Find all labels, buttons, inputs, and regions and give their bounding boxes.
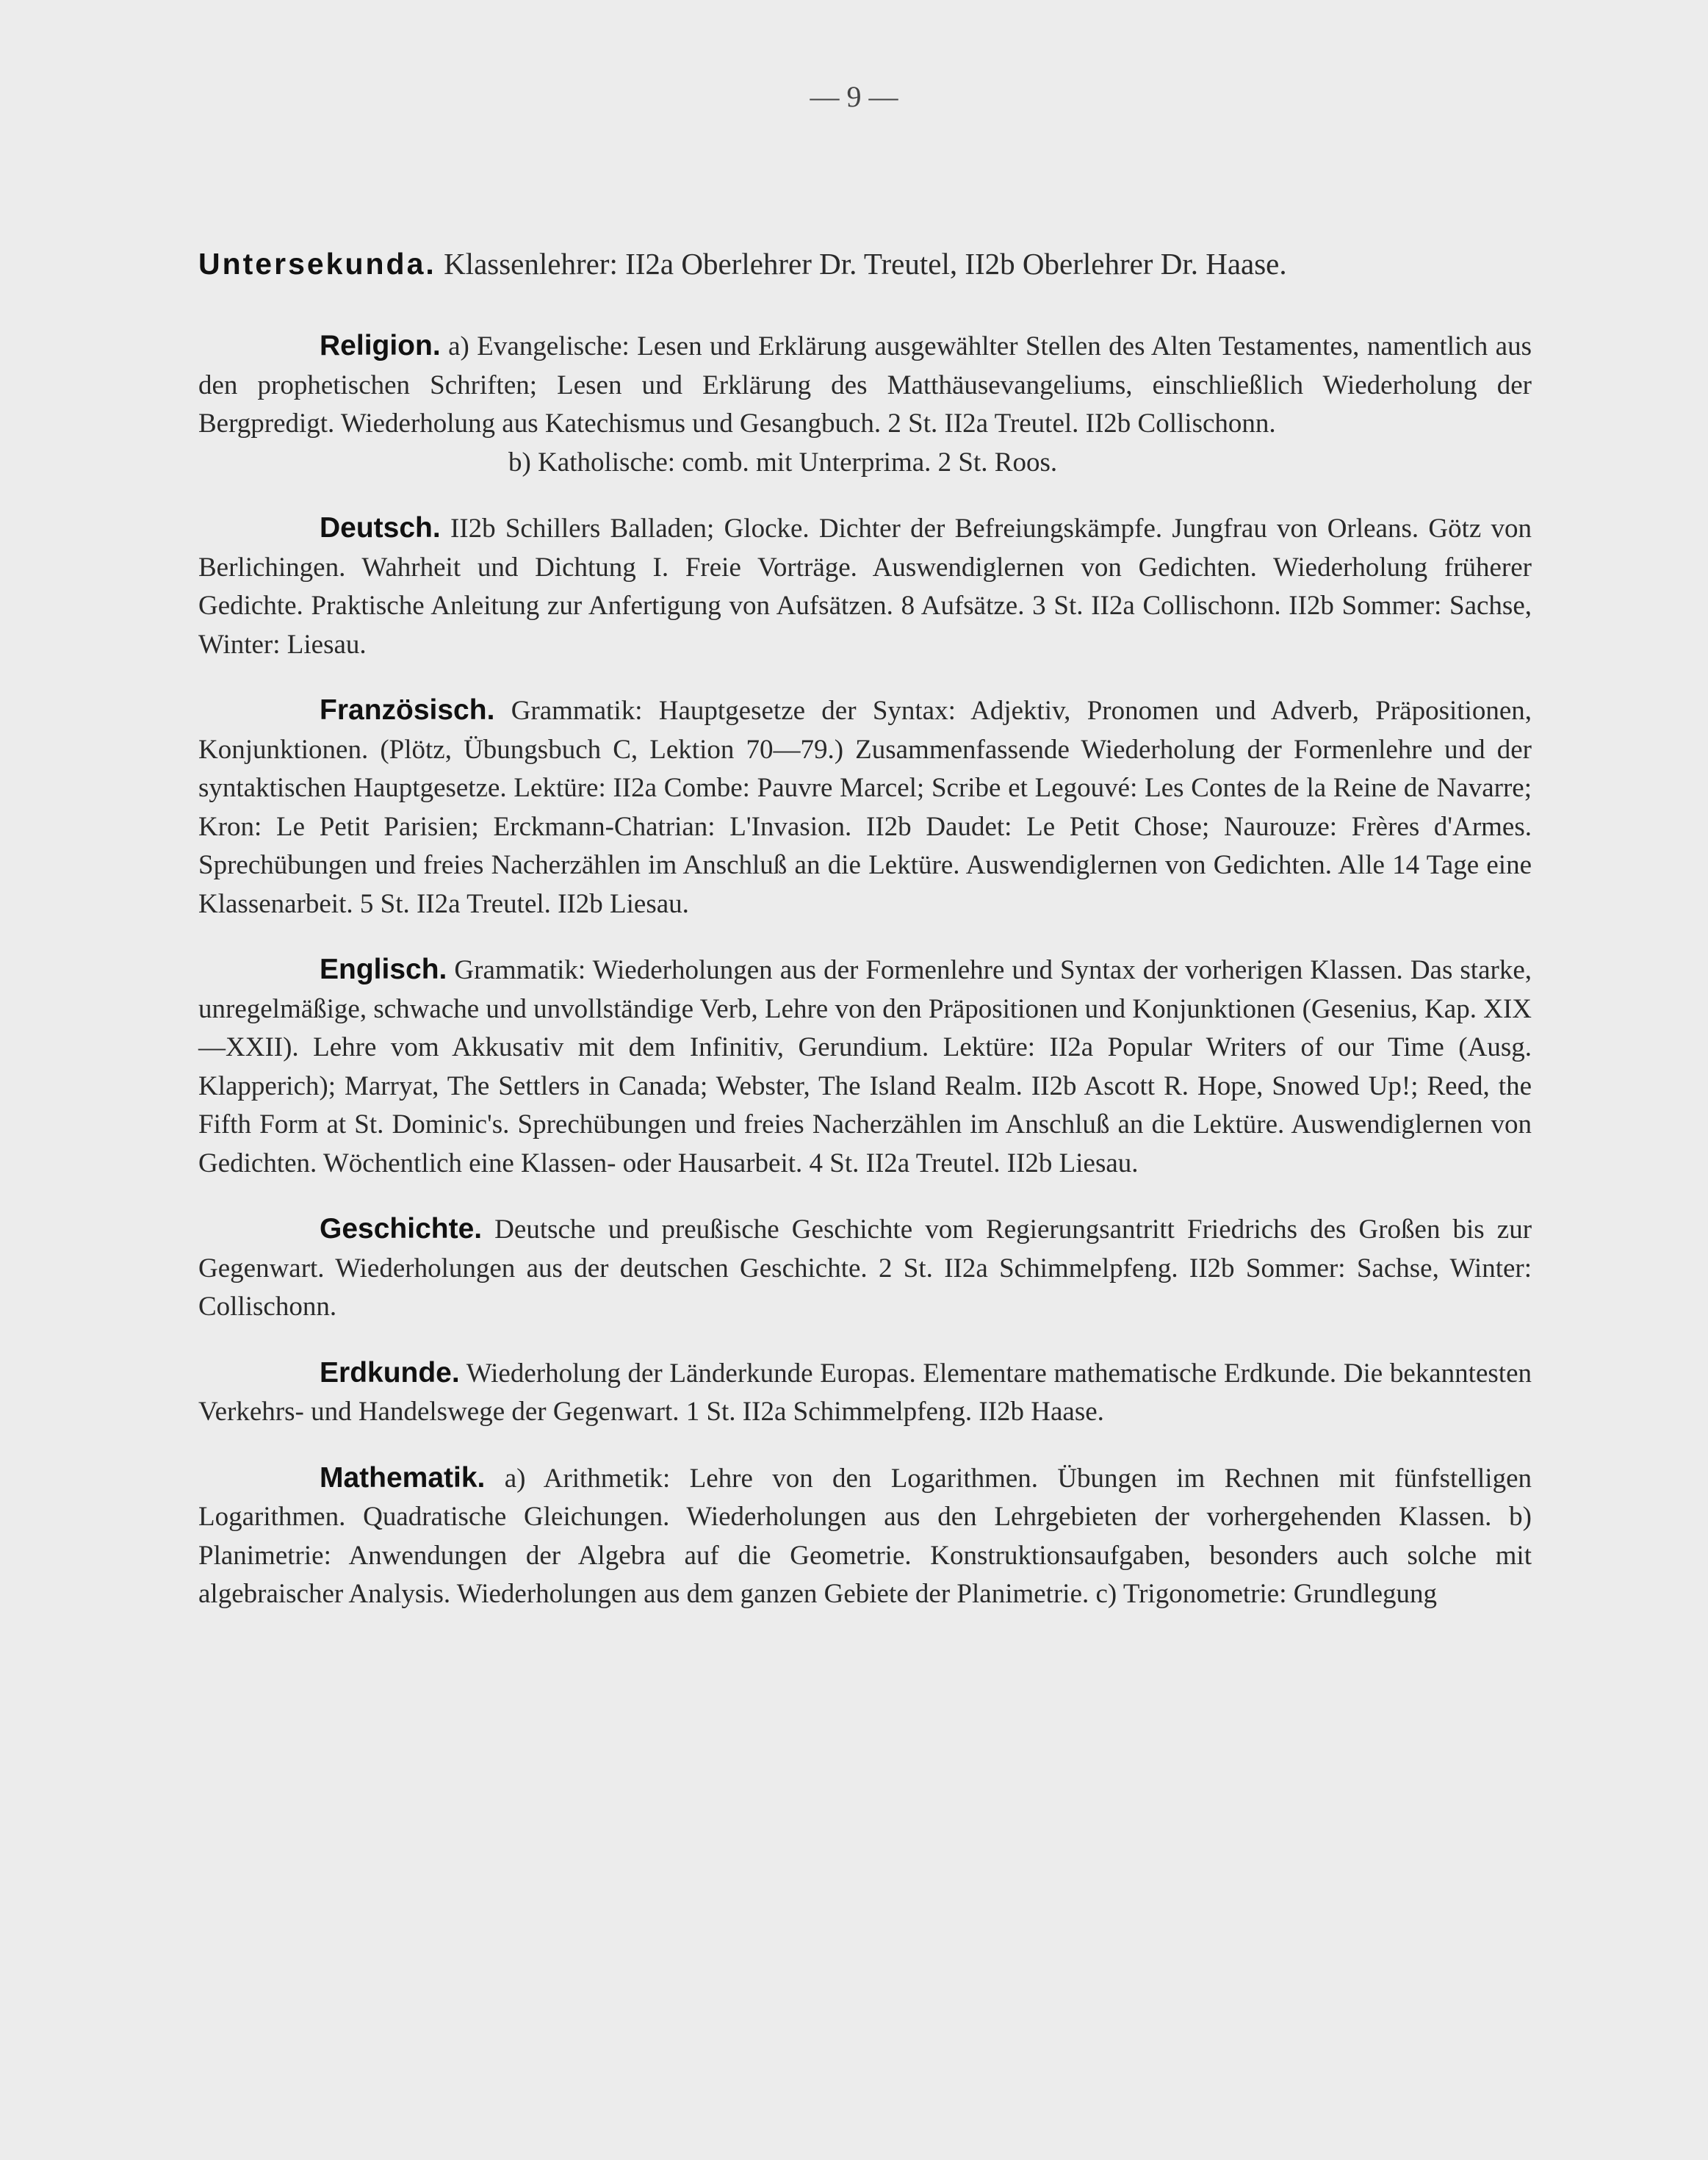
section-text: Grammatik: Hauptgesetze der Syntax: Adjektiv, Pronomen und Adverb, Präpositionen, Konjunktionen. (Plötz, Übungsbuch C, Lektion 70—79.) Zusammenfassende Wiederholung der Formenlehre und der syntaktischen Hauptgesetze. Lektüre: II2a Combe: Pauvre Marcel; Scribe et Legouvé: Les Contes de la Reine de Navarre; Kron: Le Petit Parisien; Erckmann-Chatrian: L'Invasion. II2b Daudet: Le Petit Chose; Naurouze: Frères d'Armes. Sprechübungen und freies Nacherzählen im Anschluß an die Lektüre. Auswendiglernen von Gedichten. Alle 14 Tage eine Klassenarbeit. 5 St. II2a Treutel. II2b Liesau. bbox=[198, 696, 1532, 919]
section-franzoesisch bbox=[198, 691, 1532, 924]
section-religion bbox=[198, 327, 1532, 482]
section-text: Wiederholung der Länderkunde Europas. Elementare mathematische Erdkunde. Die bekanntesten Verkehrs- und Handelswege der Gegenwart. 1 St. II2a Schimmelpfeng. II2b Haase. bbox=[198, 1358, 1532, 1427]
class-header bbox=[198, 243, 1532, 284]
document-body bbox=[198, 213, 1532, 1632]
section-heading: Französisch. bbox=[320, 694, 495, 726]
section-englisch bbox=[198, 951, 1532, 1183]
section-heading: Mathematik. bbox=[320, 1461, 486, 1494]
section-heading: Erdkunde. bbox=[320, 1356, 460, 1389]
section-text: Deutsche und preußische Geschichte vom Regierungsantritt Friedrichs des Großen bis zur Gegenwart. Wiederholungen aus der deutschen Geschichte. 2 St. II2a Schimmelpfeng. II2b Sommer: Sachse, Winter: Collischonn. bbox=[198, 1214, 1532, 1322]
class-teachers: Klassenlehrer: II2a Oberlehrer Dr. Treutel, II2b Oberlehrer Dr. Haase. bbox=[444, 247, 1287, 281]
section-erdkunde bbox=[198, 1354, 1532, 1432]
section-text: II2b Schillers Balladen; Glocke. Dichter der Befreiungskämpfe. Jungfrau von Orleans. Götz von Berlichingen. Wahrheit und Dichtung I. Freie Vorträge. Auswendiglernen von Gedichten. Wiederholung früherer Gedichte. Praktische Anleitung zur Anfertigung von Aufsätzen. 8 Aufsätze. 3 St. II2a Collischonn. II2b Sommer: Sachse, Winter: Liesau. bbox=[198, 514, 1532, 660]
section-heading: Deutsch. bbox=[320, 512, 441, 544]
section-heading: Religion. bbox=[320, 330, 441, 361]
section-geschichte bbox=[198, 1210, 1532, 1327]
section-heading: Englisch. bbox=[320, 954, 447, 985]
page-number: — 9 — bbox=[810, 80, 898, 113]
section-mathematik bbox=[198, 1459, 1532, 1614]
section-subtext: b) Katholische: comb. mit Unterprima. 2 St. Roos. bbox=[508, 447, 1058, 478]
section-text: Grammatik: Wiederholungen aus der Formenlehre und Syntax der vorherigen Klassen. Das starke, unregelmäßige, schwache und unvollständige Verb, Lehre von den Präpositionen und Konjunktionen (Gesenius, Kap. XIX—XXII). Lehre vom Akkusativ mit dem Infinitiv, Gerundium. Lektüre: II2a Popular Writers of our Time (Ausg. Klapperich); Marryat, The Settlers in Canada; Webster, The Island Realm. II2b Ascott R. Hope, Snowed Up!; Reed, the Fifth Form at St. Dominic's. Sprechübungen und freies Nacherzählen im Anschluß an die Lektüre. Auswendiglernen von Gedichten. Wöchentlich eine Klassen- oder Hausarbeit. 4 St. II2a Treutel. II2b Liesau. bbox=[198, 955, 1532, 1178]
class-title: Untersekunda. bbox=[198, 247, 436, 281]
section-deutsch bbox=[198, 509, 1532, 664]
section-text: a) Evangelische: Lesen und Erklärung ausgewählter Stellen des Alten Testamentes, namentlich aus den prophetischen Schriften; Lesen und Erklärung des Matthäusevangeliums, einschließlich Wiederholung der Bergpredigt. Wiederholung aus Katechismus und Gesangbuch. 2 St. II2a Treutel. II2b Collischonn. bbox=[198, 331, 1532, 439]
section-heading: Geschichte. bbox=[320, 1213, 483, 1245]
section-text: a) Arithmetik: Lehre von den Logarithmen. Übungen im Rechnen mit fünfstelligen Logarithmen. Quadratische Gleichungen. Wiederholungen aus den Lehrgebieten der vorhergehenden Klassen. b) Planimetrie: Anwendungen der Algebra auf die Geometrie. Konstruktionsaufgaben, besonders auch solche mit algebraischer Analysis. Wiederholungen aus dem ganzen Gebiete der Planimetrie. c) Trigonometrie: Grundlegung bbox=[198, 1463, 1532, 1609]
